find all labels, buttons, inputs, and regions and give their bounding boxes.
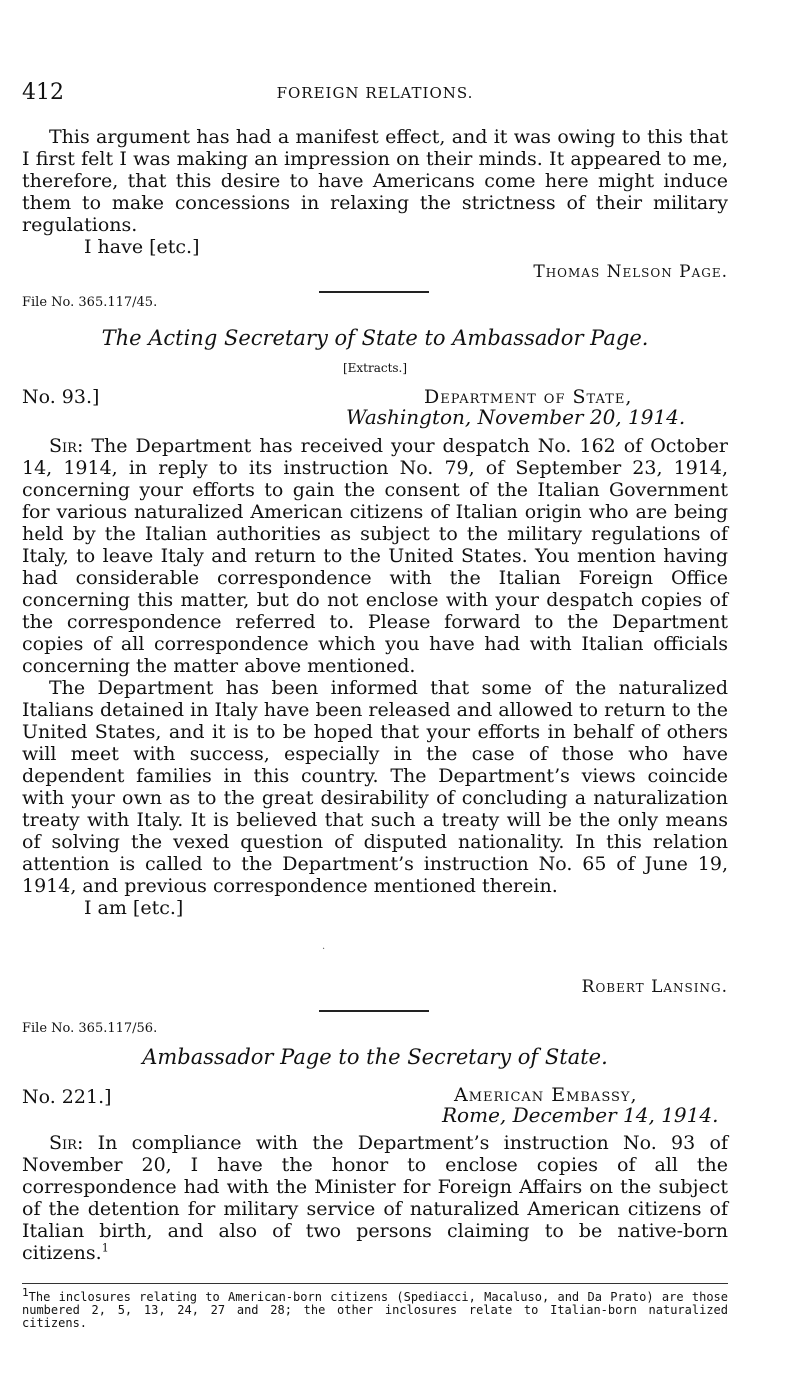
salutation: Sir: bbox=[49, 435, 84, 457]
letter-body bbox=[22, 1132, 728, 1264]
letter-closing: I am [etc.] bbox=[84, 897, 184, 919]
footnote-text: The inclosures relating to American-born citizens (Spediacci, Macaluso, and Da Prato) are those numbered 2, 5, 13, 24, 27 and 28; the other inclosures relate to Italian-born naturalized citizens. bbox=[22, 1290, 728, 1330]
page-header bbox=[22, 80, 728, 104]
continuation-paragraph-block bbox=[22, 126, 728, 258]
footnote-reference: 1 bbox=[101, 1241, 109, 1255]
file-number: File No. 365.117/56. bbox=[22, 1021, 158, 1036]
salutation: Sir: bbox=[49, 1132, 84, 1154]
letter-paragraph-text: The Department has received your despatch No. 162 of October 14, 1914, in reply to its instruction No. 79, of September 23, 1914, concerning your efforts to gain the consent of the Italian Government for various naturalized American citizens of Italian origin who are being held by the Italian authorities as subject to the military regulations of Italy, to leave Italy and return to the United States. You mention having had considerable correspondence with the Italian Foreign Office concerning this matter, but do not enclose with your despatch copies of the correspondence referred to. Please forward to the Department copies of all correspondence which you have had with Italian officials concerning the matter above mentioned. bbox=[22, 435, 728, 677]
extracts-note: [Extracts.] bbox=[342, 361, 408, 375]
sender-office: Department of State, bbox=[424, 386, 633, 408]
continuation-closing: I have [etc.] bbox=[84, 236, 200, 258]
footnote bbox=[22, 1286, 728, 1330]
document-number: No. 221.] bbox=[22, 1086, 112, 1108]
section-divider bbox=[319, 291, 429, 293]
page-number: 412 bbox=[22, 80, 64, 105]
signature-page: Thomas Nelson Page. bbox=[533, 262, 728, 282]
letter-body bbox=[22, 435, 728, 919]
section-divider bbox=[319, 1010, 429, 1012]
letter-paragraph bbox=[22, 435, 728, 677]
file-number: File No. 365.117/45. bbox=[22, 295, 158, 310]
running-title: FOREIGN RELATIONS. bbox=[276, 84, 474, 102]
signature-lansing: Robert Lansing. bbox=[581, 977, 728, 997]
letter-paragraph-text: In compliance with the Department’s instruction No. 93 of November 20, I have the honor to enclose copies of all the correspondence had with the Minister for Foreign Affairs on the subject of the detention for military service of naturalized American citizens of Italian birth, and also of two persons claiming to be native-born citizens. bbox=[22, 1132, 728, 1264]
document-number: No. 93.] bbox=[22, 386, 100, 408]
footnote-marker: 1 bbox=[22, 1286, 29, 1299]
sender-office: American Embassy, bbox=[454, 1084, 638, 1106]
document-title: Ambassador Page to the Secretary of State. bbox=[142, 1045, 608, 1069]
footnote-divider bbox=[22, 1283, 728, 1284]
stray-mark: · bbox=[322, 944, 326, 955]
letter-paragraph: The Department has been informed that some of the naturalized Italians detained in Italy have been released and allowed to return to the United States, and it is to be hoped that your efforts in behalf of others will meet with success, especially in the case of those who have dependent families in this country. The Department’s views coincide with your own as to the great desirability of concluding a naturalization treaty with Italy. It is believed that such a treaty will be the only means of solving the vexed question of disputed nationality. In this relation attention is called to the Department’s instruction No. 65 of June 19, 1914, and previous correspondence mentioned therein. bbox=[22, 677, 728, 897]
document-date: Rome, December 14, 1914. bbox=[442, 1103, 719, 1127]
document-date: Washington, November 20, 1914. bbox=[346, 405, 686, 429]
continuation-paragraph: This argument has had a manifest effect, and it was owing to this that I first felt I was making an impression on their minds. It appeared to me, therefore, that this desire to have Americans come here might induce them to make concessions in relaxing the strictness of their military regulations. bbox=[22, 126, 728, 236]
document-title: The Acting Secretary of State to Ambassador Page. bbox=[101, 326, 649, 350]
letter-paragraph bbox=[22, 1132, 728, 1264]
